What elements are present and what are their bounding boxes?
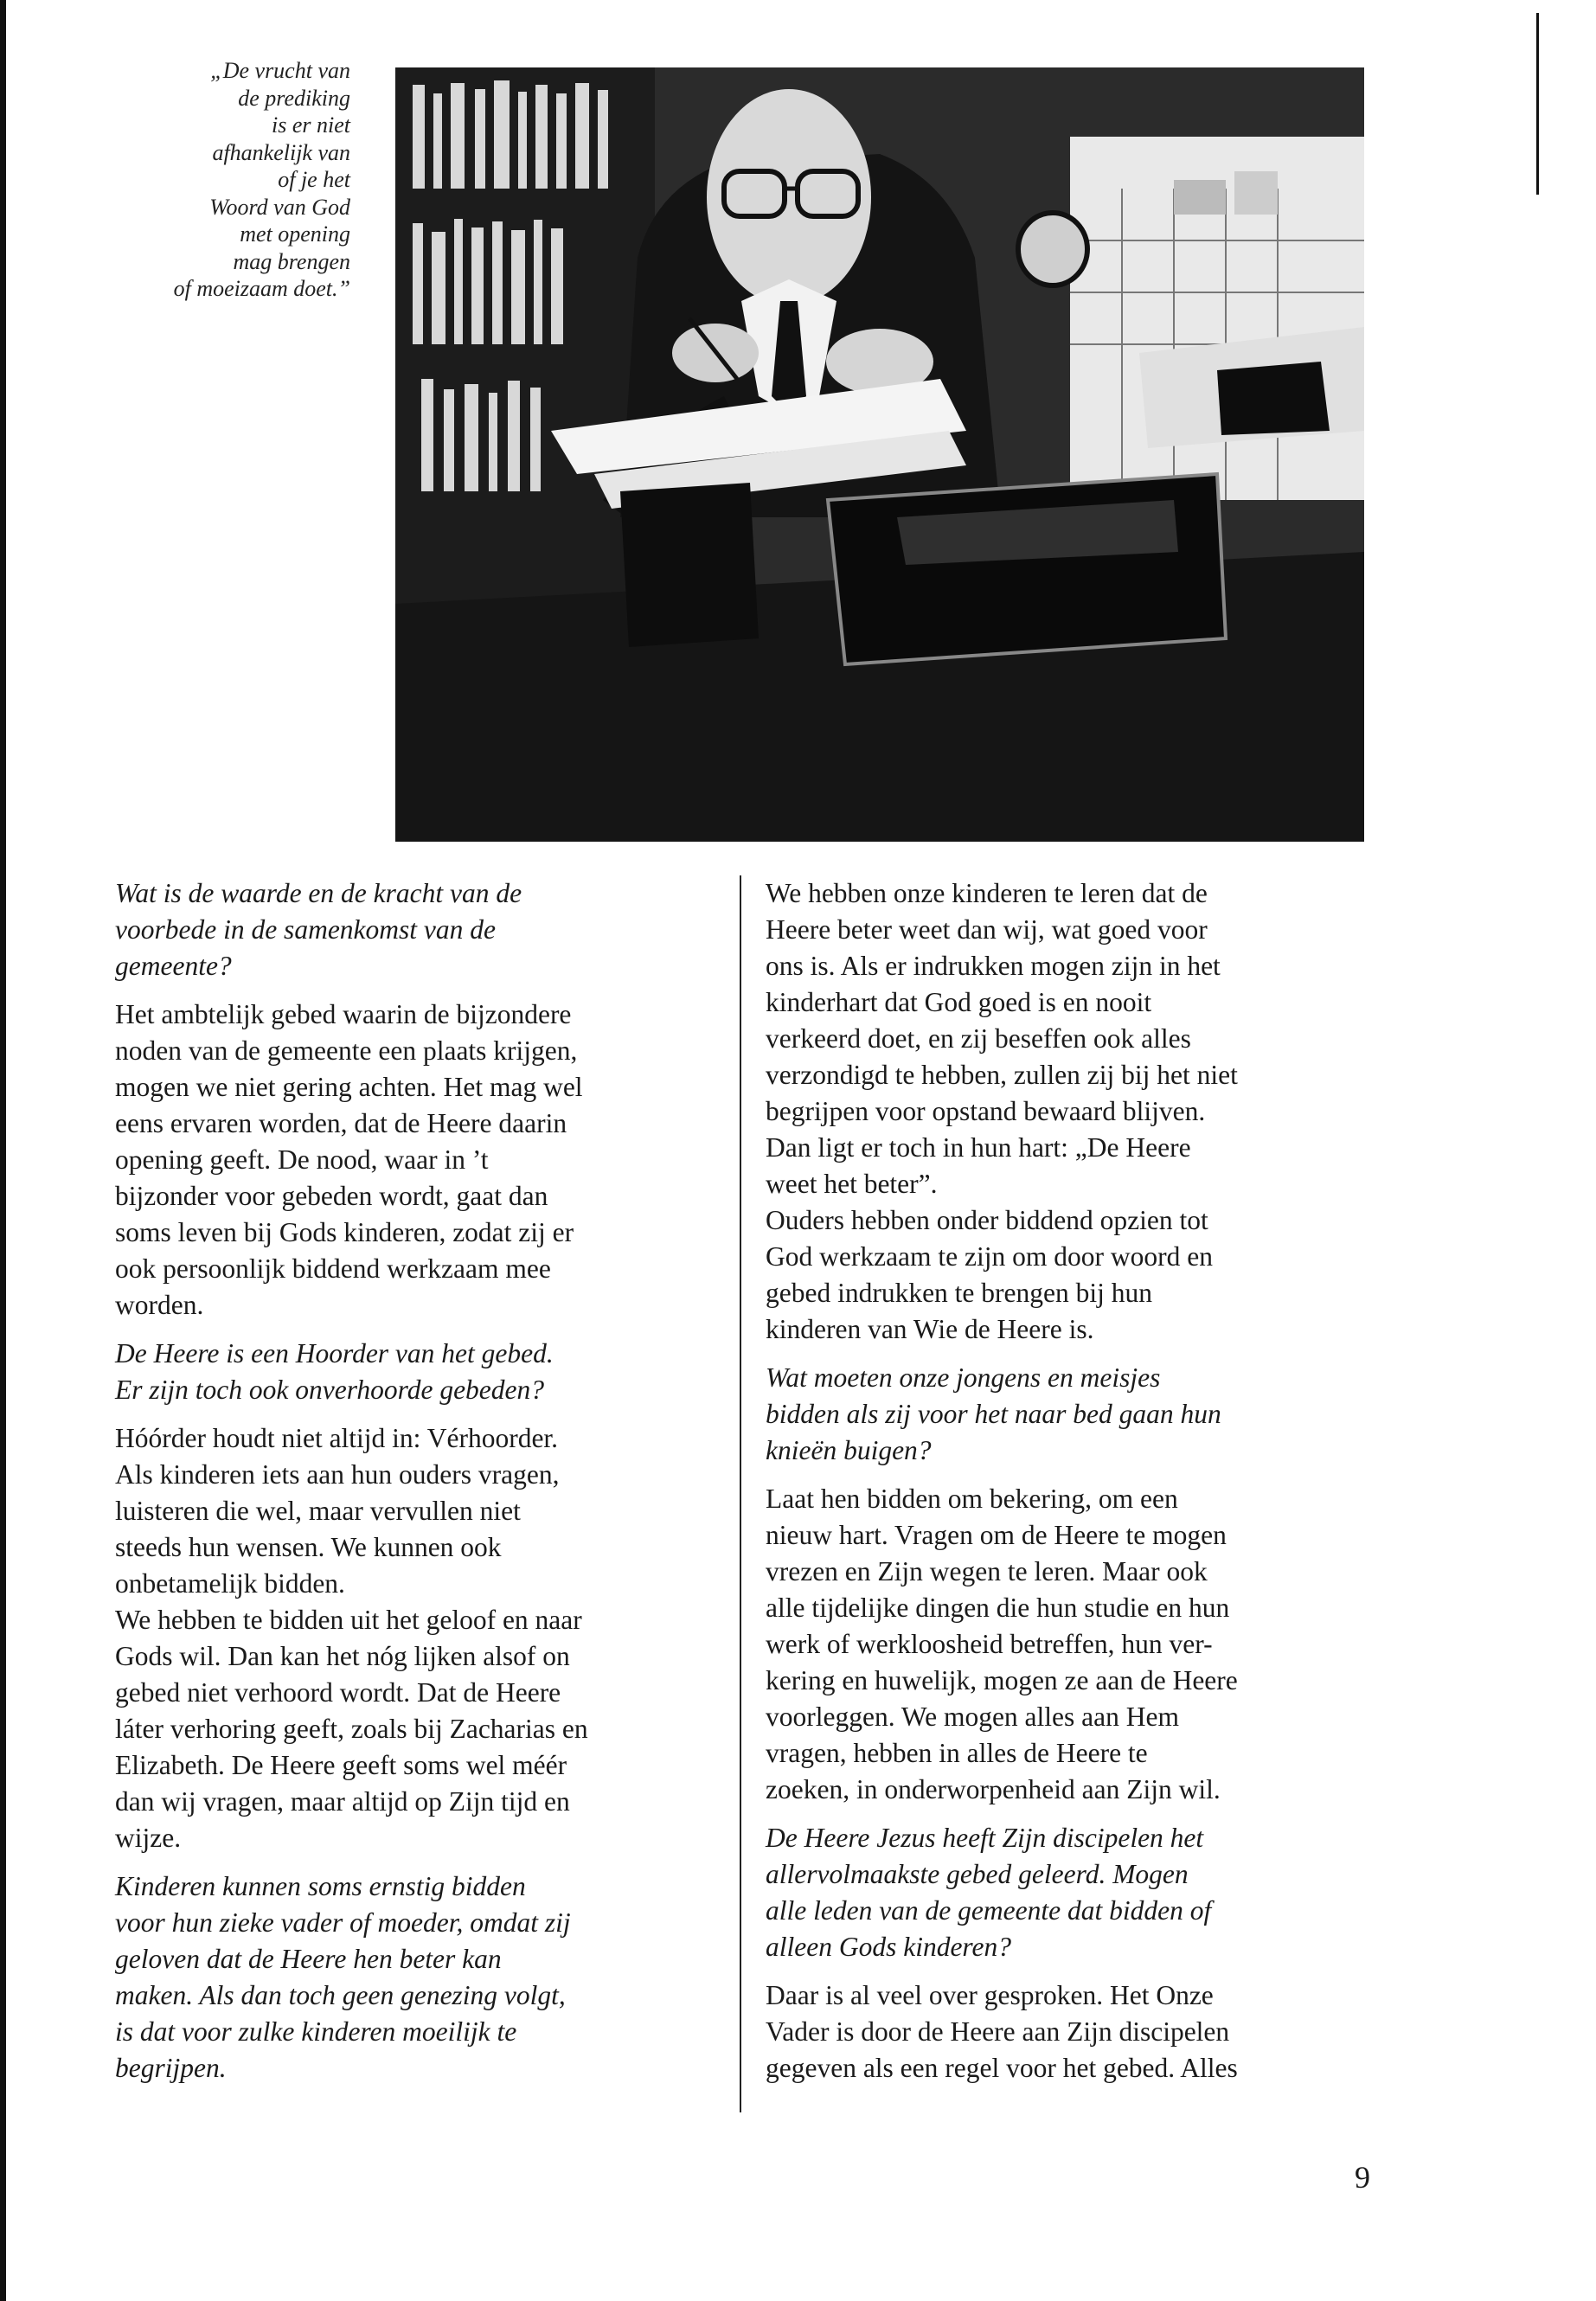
interview-question	[766, 1820, 1388, 1965]
text-line: kinderen van Wie de Heere is.	[766, 1314, 1094, 1344]
text-line: nieuw hart. Vragen om de Heere te mogen	[766, 1520, 1227, 1550]
text-line: Daar is al veel over gesproken. Het Onze	[766, 1980, 1214, 2010]
text-line: mogen we niet gering achten. Het mag wel	[115, 1072, 583, 1102]
pull-quote	[130, 57, 350, 303]
text-line: worden.	[115, 1290, 204, 1320]
text-line: Wat is de waarde en de kracht van de	[115, 878, 522, 908]
text-line: Dan ligt er toch in hun hart: „De Heere	[766, 1132, 1191, 1163]
text-line: Wat moeten onze jongens en meisjes	[766, 1362, 1161, 1393]
text-line: ook persoonlijk biddend werkzaam mee	[115, 1253, 551, 1284]
scan-edge-right	[1536, 13, 1539, 195]
text-line: láter verhoring geeft, zoals bij Zacharias en	[115, 1714, 588, 1744]
interview-answer	[115, 1420, 721, 1856]
text-line: God werkzaam te zijn om door woord en	[766, 1241, 1213, 1272]
quote-line: Woord van God	[209, 194, 350, 220]
text-line: allervolmaakste gebed geleerd. Mogen	[766, 1859, 1189, 1889]
text-line: alleen Gods kinderen?	[766, 1932, 1012, 1962]
text-line: begrijpen.	[115, 2053, 227, 2083]
portrait-photo-icon	[395, 67, 1364, 842]
text-line: zoeken, in onderworpenheid aan Zijn wil.	[766, 1774, 1221, 1804]
interview-answer	[766, 875, 1388, 1348]
text-line: ons is. Als er indrukken mogen zijn in het	[766, 951, 1221, 981]
quote-line: of moeizaam doet.”	[173, 276, 350, 301]
text-line: Vader is door de Heere aan Zijn discipelen	[766, 2016, 1230, 2047]
text-line: soms leven bij Gods kinderen, zodat zij er	[115, 1217, 574, 1247]
text-line: is dat voor zulke kinderen moeilijk te	[115, 2016, 517, 2047]
column-divider	[740, 875, 741, 2112]
text-line: alle tijdelijke dingen die hun studie en hun	[766, 1593, 1230, 1623]
text-line: alle leden van de gemeente dat bidden of	[766, 1895, 1212, 1926]
text-line: Als kinderen iets aan hun ouders vragen,	[115, 1459, 560, 1490]
page-number: 9	[1355, 2160, 1370, 2195]
text-line: gegeven als een regel voor het gebed. Alles	[766, 2053, 1238, 2083]
right-column	[766, 875, 1388, 2099]
text-line: kinderhart dat God goed is en nooit	[766, 987, 1152, 1017]
text-line: bijzonder voor gebeden wordt, gaat dan	[115, 1181, 548, 1211]
portrait-photo	[395, 67, 1364, 842]
text-line: wijze.	[115, 1823, 182, 1853]
text-line: voorbede in de samenkomst van de	[115, 914, 497, 945]
quote-line: met opening	[240, 221, 350, 247]
text-line: onbetamelijk bidden.	[115, 1568, 345, 1599]
text-line: opening geeft. De nood, waar in ’t	[115, 1144, 489, 1175]
text-line: Het ambtelijk gebed waarin de bijzondere	[115, 999, 572, 1029]
text-line: Kinderen kunnen soms ernstig bidden	[115, 1871, 526, 1901]
text-line: verzondigd te hebben, zullen zij bij het niet	[766, 1060, 1238, 1090]
text-line: maken. Als dan toch geen genezing volgt,	[115, 1980, 566, 2010]
text-line: weet het beter”.	[766, 1169, 938, 1199]
interview-question	[115, 1336, 721, 1408]
text-line: knieën buigen?	[766, 1435, 932, 1465]
text-line: We hebben te bidden uit het geloof en naar	[115, 1605, 582, 1635]
text-line: verkeerd doet, en zij beseffen ook alles	[766, 1023, 1191, 1054]
text-line: dan wij vragen, maar altijd op Zijn tijd en	[115, 1786, 570, 1817]
text-line: gemeente?	[115, 951, 232, 981]
quote-line: of je het	[278, 167, 350, 192]
text-line: Gods wil. Dan kan het nóg lijken alsof on	[115, 1641, 570, 1671]
text-line: Ouders hebben onder biddend opzien tot	[766, 1205, 1208, 1235]
text-line: geloven dat de Heere hen beter kan	[115, 1944, 502, 1974]
text-line: vragen, hebben in alles de Heere te	[766, 1738, 1148, 1768]
interview-question	[766, 1360, 1388, 1469]
text-line: werk of werkloosheid betreffen, hun ver-	[766, 1629, 1213, 1659]
text-line: Heere beter weet dan wij, wat goed voor	[766, 914, 1208, 945]
text-line: bidden als zij voor het naar bed gaan hun	[766, 1399, 1221, 1429]
text-line: Er zijn toch ook onverhoorde gebeden?	[115, 1375, 545, 1405]
text-line: kering en huwelijk, mogen ze aan de Heere	[766, 1665, 1238, 1695]
text-line: voor hun zieke vader of moeder, omdat zij	[115, 1907, 571, 1938]
quote-line: mag brengen	[233, 248, 350, 274]
text-line: We hebben onze kinderen te leren dat de	[766, 878, 1208, 908]
quote-line: de prediking	[238, 85, 350, 111]
scan-edge-left	[0, 0, 6, 2301]
text-line: noden van de gemeente een plaats krijgen,	[115, 1035, 578, 1066]
text-line: gebed niet verhoord wordt. Dat de Heere	[115, 1677, 561, 1708]
text-line: voorleggen. We mogen alles aan Hem	[766, 1702, 1179, 1732]
left-column	[115, 875, 721, 2099]
interview-answer	[115, 997, 721, 1324]
text-line: De Heere Jezus heeft Zijn discipelen het	[766, 1823, 1204, 1853]
interview-answer	[766, 1481, 1388, 1808]
text-line: Hóórder houdt niet altijd in: Vérhoorder.	[115, 1423, 559, 1453]
quote-line: „De vrucht van	[210, 58, 350, 83]
interview-answer	[766, 1977, 1388, 2086]
interview-question	[115, 1868, 721, 2086]
text-line: begrijpen voor opstand bewaard blijven.	[766, 1096, 1206, 1126]
text-line: gebed indrukken te brengen bij hun	[766, 1278, 1152, 1308]
text-line: Elizabeth. De Heere geeft soms wel méér	[115, 1750, 567, 1780]
text-line: De Heere is een Hoorder van het gebed.	[115, 1338, 554, 1368]
text-line: eens ervaren worden, dat de Heere daarin	[115, 1108, 567, 1138]
text-line: Laat hen bidden om bekering, om een	[766, 1484, 1178, 1514]
text-line: steeds hun wensen. We kunnen ook	[115, 1532, 502, 1562]
interview-question	[115, 875, 721, 984]
quote-line: afhankelijk van	[212, 139, 350, 165]
text-line: vrezen en Zijn wegen te leren. Maar ook	[766, 1556, 1208, 1586]
text-line: luisteren die wel, maar vervullen niet	[115, 1496, 521, 1526]
quote-line: is er niet	[272, 112, 350, 138]
